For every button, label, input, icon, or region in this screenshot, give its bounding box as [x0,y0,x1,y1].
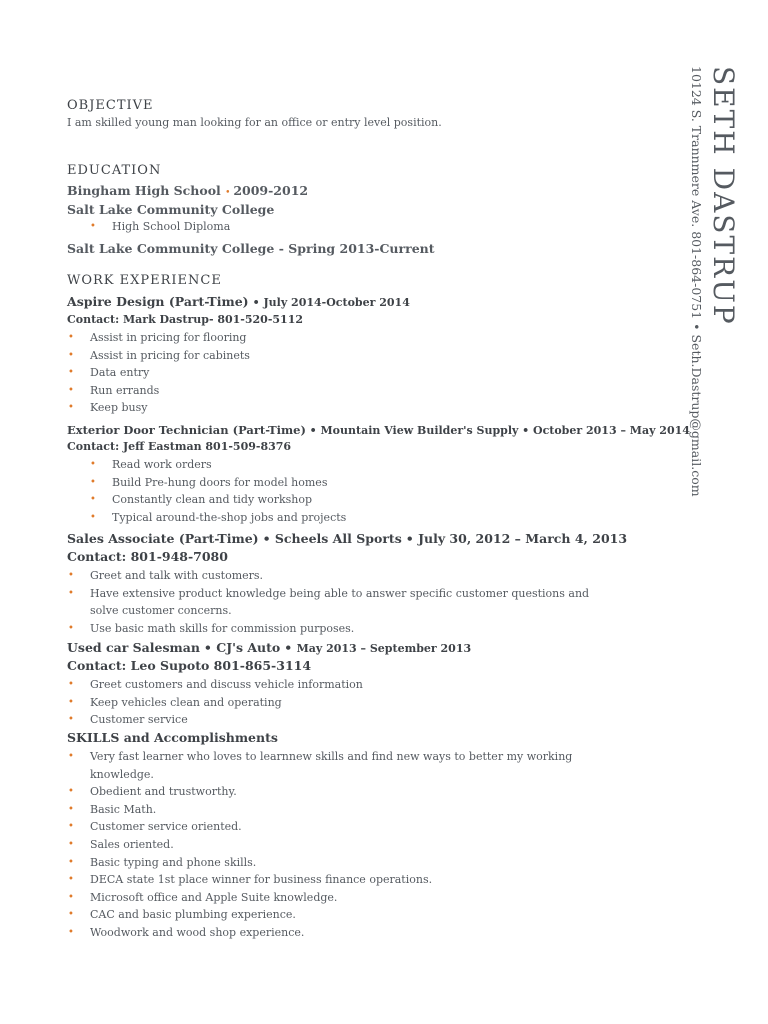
bullet-icon: • [90,476,96,488]
job-3-contact: Contact: 801-948-7080 [67,549,228,564]
list-item: • Typical around-the-shop jobs and projects [67,509,346,527]
job-4-title-row [67,640,471,655]
list-item: • Woodwork and wood shop experience. [67,924,610,942]
contact-sidebar [687,66,740,497]
job-1-contact: Contact: Mark Dastrup- 801-520-5112 [67,313,304,326]
job-2-title: Exterior Door Technician (Part-Time) [67,423,306,437]
dot-separator: • [309,424,321,437]
list-item: • Have extensive product knowledge being able to answer specific customer questions and solve customer concerns. [68,586,590,618]
bullet-icon: • [68,570,74,581]
skills-heading: SKILLS and Accomplishments [67,730,278,745]
bullet-icon: • [68,874,74,886]
job-2-contact: Contact: Jeff Eastman 801-509-8376 [67,440,292,453]
job-3-company: Scheels All Sports [274,531,402,546]
job-1-dates: July 2014-October 2014 [263,296,410,309]
job-2-company: Mountain View Builder's Supply [320,424,519,437]
list-item: • Keep busy [67,399,250,417]
bullet-icon: • [90,221,96,232]
job-4-title: Used car Salesman [67,640,200,655]
list-item: • Microsoft office and Apple Suite knowledge. [67,889,610,907]
bullet-icon: • [68,751,74,762]
objective-text: I am skilled young man looking for an office or entry level position. [67,116,442,129]
list-item: • Build Pre-hung doors for model homes [67,474,346,492]
job-2-list [67,456,346,526]
job-3-list [67,567,610,637]
work-heading: WORK EXPERIENCE [67,273,222,288]
bullet-icon: • [68,696,74,708]
bullet-icon: • [68,384,74,396]
list-item: • Use basic math skills for commission purposes. [67,620,610,638]
objective-heading: OBJECTIVE [67,98,154,113]
education-heading: EDUCATION [67,163,162,178]
bullet-icon: • [90,459,96,470]
dot-separator: • [203,640,217,655]
job-1-title: Aspire Design (Part-Time) [67,294,249,309]
list-item: • Basic Math. [67,801,610,819]
bullet-icon: • [68,622,74,634]
dot-separator: • [225,188,234,198]
dot-separator: • [405,531,419,546]
bullet-icon: • [68,332,74,343]
education-school-1 [67,183,308,198]
list-item: • Keep vehicles clean and operating [67,694,363,712]
bullet-icon: • [68,838,74,850]
bullet-icon: • [68,856,74,868]
dot-separator: • [522,424,533,437]
bullet-icon: • [68,909,74,921]
list-item: • Greet customers and discuss vehicle information [67,676,363,694]
list-item: • Customer service oriented. [67,818,610,836]
bullet-icon: • [90,494,96,506]
bullet-icon: • [68,679,74,690]
list-item: • Run errands [67,382,250,400]
job-3-title: Sales Associate (Part-Time) [67,531,259,546]
list-item: • Assist in pricing for flooring [67,329,250,347]
bullet-icon: • [68,349,74,361]
bullet-icon: • [68,926,74,938]
list-item: • CAC and basic plumbing experience. [67,906,610,924]
bullet-icon: • [68,821,74,833]
list-item: • Basic typing and phone skills. [67,854,610,872]
bullet-icon: • [68,803,74,815]
bullet-icon: • [90,511,96,523]
job-4-company: CJ's Auto [216,640,281,655]
bullet-icon: • [68,891,74,903]
list-item: • Read work orders [67,456,346,474]
job-1-list [67,329,250,417]
school-1-dates: 2009-2012 [233,183,309,198]
list-item: • Customer service [67,711,363,729]
list-item: • Obedient and trustworthy. [67,783,610,801]
school-1-name: Bingham High School [67,183,221,198]
list-item: • Assist in pricing for cabinets [67,347,250,365]
job-2-dates: October 2013 – May 2014 [532,424,690,437]
bullet-icon: • [68,367,74,379]
list-item: • DECA state 1st place winner for business finance operations. [67,871,610,889]
dot-separator: • [252,296,264,309]
dot-separator: • [284,640,297,655]
bullet-icon: • [68,402,74,414]
job-2-title-row [67,423,690,437]
bullet-icon: • [68,714,74,726]
applicant-name: SETH DASTRUP [707,66,740,326]
job-4-contact: Contact: Leo Supoto 801-865-3114 [67,658,312,673]
list-item: • Very fast learner who loves to learnnew skills and find new ways to better my working knowledge. [68,750,573,781]
list-item: • Data entry [67,364,250,382]
contact-info: 10124 S. Trannmere Ave. 801-864-0751 • Seth.Dastrup@gmail.com [689,66,704,497]
job-4-list [67,676,363,729]
list-item: • Constantly clean and tidy workshop [67,491,346,509]
bullet-icon: • [68,587,74,599]
skills-list [67,748,610,942]
education-school-2: Salt Lake Community College [67,202,275,217]
education-school-3: Salt Lake Community College - Spring 2013-Current [67,241,435,256]
job-3-dates: July 30, 2012 – March 4, 2013 [418,531,628,546]
school-2-list [67,218,230,236]
list-item: • High School Diploma [67,218,230,236]
dot-separator: • [262,531,275,546]
job-4-dates: May 2013 – September 2013 [296,642,472,655]
list-item: • Sales oriented. [67,836,610,854]
job-1-title-row [67,294,410,309]
list-item: • Greet and talk with customers. [67,567,610,585]
job-3-title-row [67,531,627,546]
bullet-icon: • [68,786,74,798]
